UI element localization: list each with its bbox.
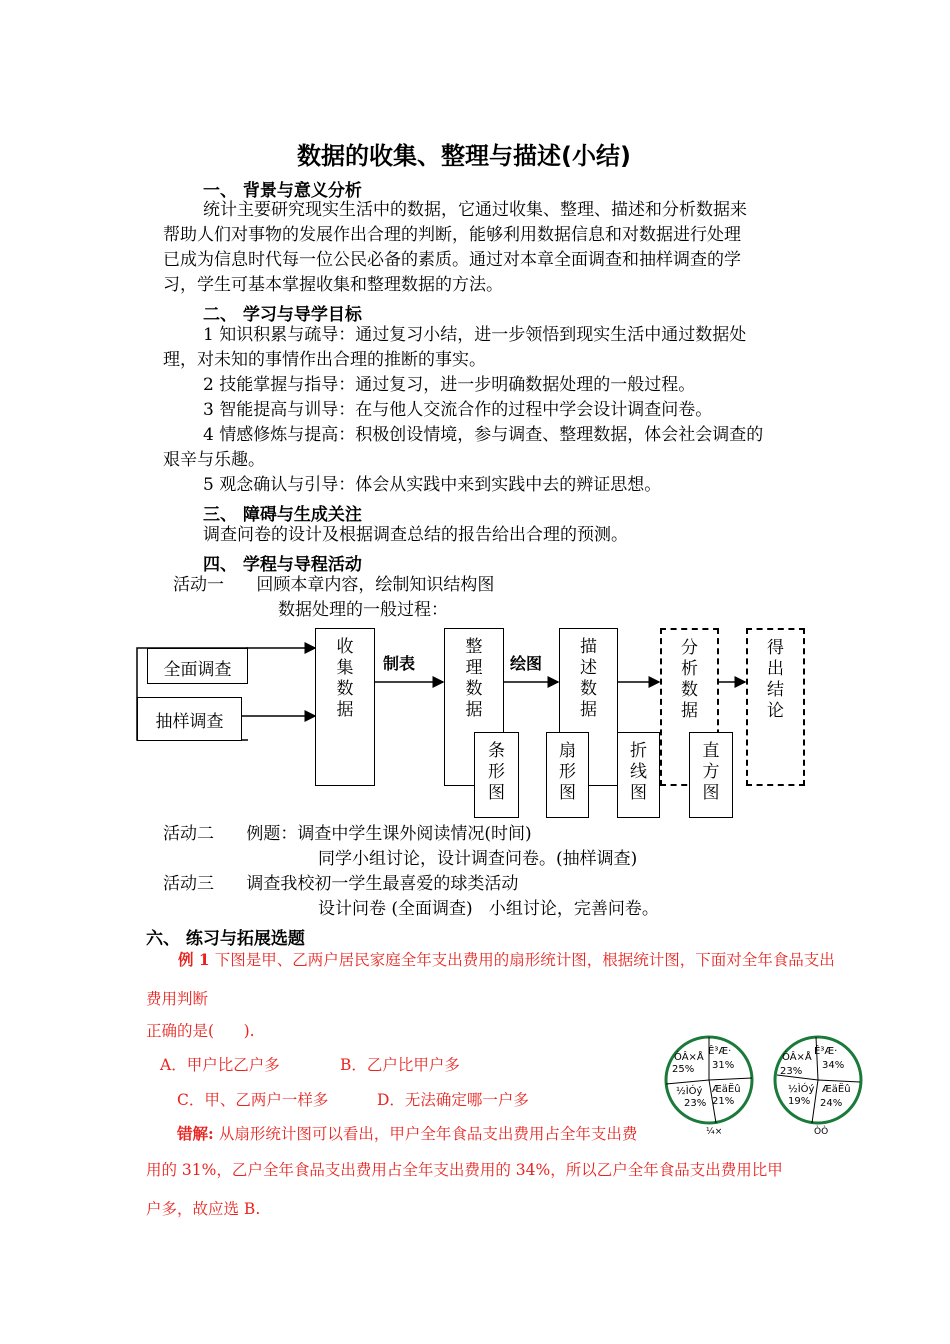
chart-char: 图 (630, 783, 647, 803)
conclude-char: 论 (767, 701, 784, 721)
chart-char: 折 (630, 741, 647, 761)
survey-full-box (147, 648, 248, 684)
chart-char: 条 (488, 741, 505, 761)
section-3-line-1: 调查问卷的设计及根据调查总结的报告给出合理的预测。 (203, 525, 628, 545)
process-label: 数据处理的一般过程： (278, 600, 448, 620)
chart-char: 方 (702, 762, 720, 782)
line-chart-box (617, 732, 660, 818)
organize-char: 数 (465, 679, 483, 699)
pie-jia-label: ÒÂ×Å (674, 1052, 704, 1063)
survey-sample-box (137, 697, 242, 741)
pie-jia-value: 23% (684, 1098, 707, 1109)
wrong-solution-label: 错解: (177, 1124, 214, 1143)
bar-chart-box (474, 732, 519, 818)
pie-jia-label: Ê³Æ· (708, 1046, 732, 1057)
label-make-table: 制表 (383, 654, 416, 673)
collect-data-box (315, 628, 375, 786)
section-1-line-1: 统计主要研究现实生活中的数据，它通过收集、整理、描述和分析数据来 (203, 200, 747, 220)
activity-1: 活动一 回顾本章内容，绘制知识结构图 (173, 575, 495, 595)
section-2-line-2: 理，对未知的事情作出合理的推断的事实。 (163, 350, 486, 370)
chart-char: 形 (488, 762, 505, 782)
analyze-char: 数 (681, 680, 698, 700)
histogram-box (689, 732, 733, 818)
pie-yi-label: ½ÌÓý (788, 1084, 815, 1095)
wrong-solution-text-3: 户多，故应选 B. (146, 1200, 261, 1218)
describe-char: 数 (580, 679, 597, 699)
conclude-box (746, 628, 805, 786)
example-1-line-1 (178, 948, 835, 970)
collect-char: 收 (336, 637, 354, 657)
chart-char: 线 (630, 762, 647, 782)
section-3-heading: 三、 障碍与生成关注 (203, 505, 362, 525)
section-1-line-3: 已成为信息时代每一位公民必备的素质。通过对本章全面调查和抽样调查的学 (163, 250, 741, 270)
wrong-solution-text-1: 从扇形统计图可以看出，甲户全年食品支出费用占全年支出费 (218, 1125, 638, 1143)
section-2-line-1: 1 知识积累与疏导：通过复习小结，进一步领悟到现实生活中通过数据处 (203, 325, 747, 345)
chart-char: 图 (488, 783, 505, 803)
chart-char: 扇 (559, 741, 576, 761)
activity-3: 活动三 调查我校初一学生最喜爱的球类活动 (163, 874, 519, 894)
section-2-line-7: 5 观念确认与引导：体会从实践中来到实践中去的辨证思想。 (203, 475, 662, 495)
wrong-solution-text-2: 用的 31%，乙户全年食品支出费用占全年支出费用的 34%，所以乙户全年食品支出费用比甲 (146, 1161, 783, 1179)
section-2-line-6: 艰辛与乐趣。 (163, 450, 265, 470)
pie-yi-value: 34% (822, 1060, 845, 1071)
collect-char: 集 (336, 658, 354, 678)
section-1-line-2: 帮助人们对事物的发展作出合理的判断，能够利用数据信息和对数据进行处理 (163, 225, 741, 245)
pie-jia-label: ÆäËû (712, 1084, 741, 1095)
pie-yi-value: 23% (780, 1066, 803, 1077)
pie-jia-caption: ¼× (706, 1127, 723, 1137)
chart-char: 形 (559, 762, 576, 782)
conclude-char: 出 (767, 659, 784, 679)
activity-2-detail: 同学小组讨论，设计调查问卷。(抽样调查) (318, 849, 638, 869)
chart-char: 直 (702, 741, 720, 761)
collect-char: 据 (336, 700, 354, 720)
describe-char: 据 (580, 700, 597, 720)
organize-char: 整 (465, 637, 483, 657)
pie-jia-value: 25% (672, 1064, 695, 1075)
pie-chart-box (546, 732, 589, 818)
label-draw-chart: 绘图 (510, 654, 543, 673)
example-text-1: 下图是甲、乙两户居民家庭全年支出费用的扇形统计图，根据统计图，下面对全年食品支出 (214, 951, 835, 969)
describe-char: 描 (580, 637, 597, 657)
pie-yi-label: ÆäËû (822, 1084, 851, 1095)
organize-char: 据 (465, 700, 483, 720)
option-a: A．甲户比乙户多 (160, 1056, 280, 1074)
organize-char: 理 (465, 658, 483, 678)
conclude-char: 结 (767, 680, 784, 700)
section-2-heading: 二、 学习与导学目标 (203, 305, 362, 325)
option-b: B．乙户比甲户多 (340, 1056, 460, 1074)
analyze-char: 析 (681, 659, 698, 679)
pie-jia-value: 21% (712, 1096, 735, 1107)
conclude-char: 得 (767, 638, 784, 658)
pie-jia-label: ½ÌÓý (676, 1086, 703, 1097)
pie-yi-value: 24% (820, 1098, 843, 1109)
analyze-char: 据 (681, 701, 698, 721)
describe-char: 述 (580, 658, 597, 678)
analyze-char: 分 (681, 638, 698, 658)
chart-char: 图 (559, 783, 576, 803)
pie-chart-yi (770, 1030, 870, 1140)
option-d: D．无法确定哪一户多 (377, 1091, 529, 1109)
pie-jia-value: 31% (712, 1060, 735, 1071)
chart-char: 图 (702, 783, 720, 803)
section-4-heading: 四、 学程与导程活动 (203, 555, 362, 575)
survey-sample-text: 抽样调查 (155, 712, 224, 732)
example-text-3: 正确的是( ). (146, 1022, 255, 1040)
pie-yi-label: ÒÂ×Å (782, 1052, 812, 1063)
option-c: C．甲、乙两户一样多 (177, 1091, 329, 1109)
pie-yi-label: Ê³Æ· (814, 1046, 838, 1057)
pie-yi-value: 19% (788, 1096, 811, 1107)
section-1-heading: 一、 背景与意义分析 (203, 181, 362, 201)
activity-3-detail: 设计问卷 (全面调查) 小组讨论，完善问卷。 (318, 899, 659, 919)
page-title: 数据的收集、整理与描述(小结) (297, 142, 631, 170)
pie-chart-jia (660, 1030, 760, 1140)
collect-char: 数 (336, 679, 354, 699)
section-2-line-5: 4 情感修炼与提高：积极创设情境，参与调查、整理数据，体会社会调查的 (203, 425, 764, 445)
survey-full-text: 全面调查 (163, 660, 232, 680)
section-2-line-4: 3 智能提高与训导：在与他人交流合作的过程中学会设计调查问卷。 (203, 400, 713, 420)
wrong-solution-line-1 (177, 1122, 637, 1144)
example-label: 例 1 (178, 950, 210, 969)
example-text-2: 费用判断 (146, 990, 209, 1008)
section-6-heading: 六、 练习与拓展选题 (146, 929, 305, 949)
section-2-line-3: 2 技能掌握与指导：通过复习，进一步明确数据处理的一般过程。 (203, 375, 696, 395)
pie-yi-caption: ÒÒ (814, 1127, 829, 1137)
activity-2: 活动二 例题：调查中学生课外阅读情况(时间) (163, 824, 532, 844)
section-1-line-4: 习，学生可基本掌握收集和整理数据的方法。 (163, 275, 503, 295)
